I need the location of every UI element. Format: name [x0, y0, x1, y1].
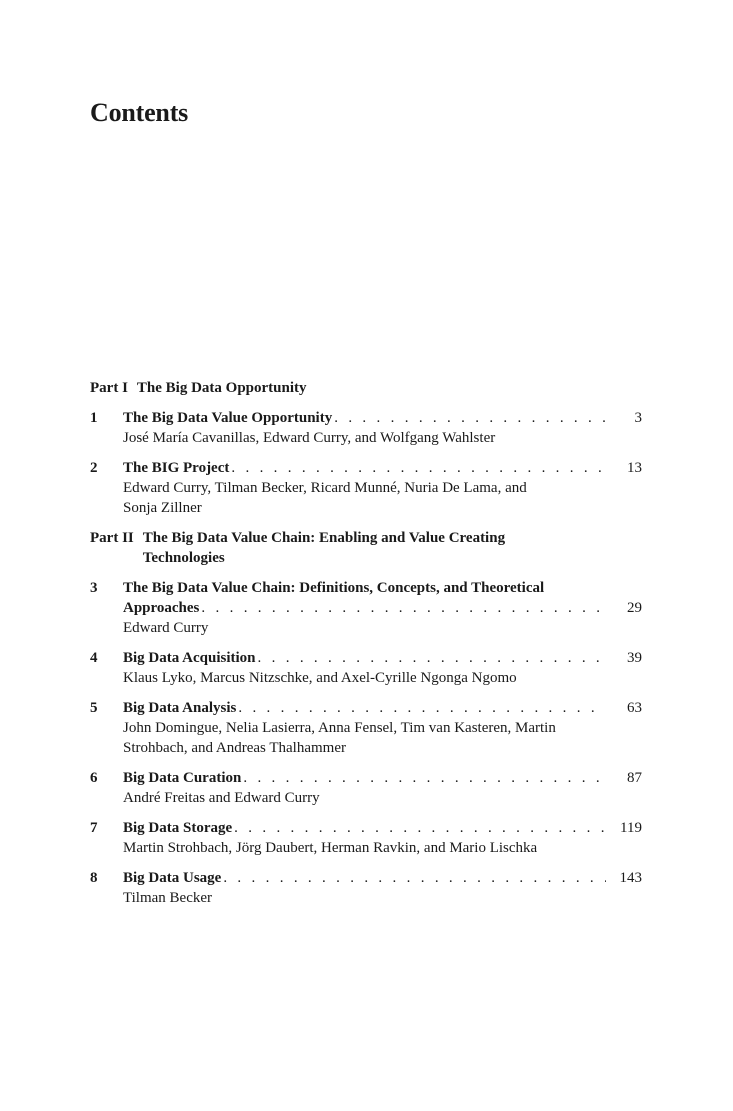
- part-title: The Big Data Value Chain: Enabling and Value Creating Technologies: [142, 530, 506, 566]
- dot-leader: [332, 408, 606, 428]
- chapter-title[interactable]: Approaches: [123, 600, 200, 616]
- dot-leader: [236, 698, 606, 718]
- page-number: 119: [620, 820, 642, 836]
- toc-entry[interactable]: [90, 768, 642, 808]
- part-heading: [90, 378, 642, 398]
- dot-leader: [221, 868, 606, 888]
- part-label: Part I: [90, 380, 128, 396]
- chapter-number: 6: [90, 770, 98, 786]
- page-number: 39: [627, 650, 642, 666]
- chapter-authors: Edward Curry: [123, 620, 209, 636]
- chapter-authors: José María Cavanillas, Edward Curry, and Wolfgang Wahlster: [123, 430, 496, 446]
- dot-leader: [256, 648, 606, 668]
- chapter-title-lead[interactable]: The Big Data Value Chain: Definitions, Concepts, and Theoretical: [123, 580, 545, 596]
- page-number: 29: [627, 600, 642, 616]
- page-number: 143: [619, 870, 642, 886]
- toc-entry[interactable]: [90, 408, 642, 448]
- chapter-number: 4: [90, 650, 98, 666]
- part-heading: [90, 528, 642, 568]
- part-label: Part II: [90, 530, 134, 546]
- chapter-number: 1: [90, 410, 98, 426]
- chapter-authors: Edward Curry, Tilman Becker, Ricard Munné, Nuria De Lama, and Sonja Zillner: [123, 480, 527, 516]
- page-title: Contents: [90, 98, 189, 127]
- chapter-title[interactable]: The BIG Project: [123, 460, 230, 476]
- toc-entry[interactable]: [90, 648, 642, 688]
- table-of-contents: [90, 378, 642, 918]
- chapter-authors: Tilman Becker: [123, 890, 213, 906]
- toc-entry[interactable]: [90, 458, 642, 518]
- chapter-authors: Klaus Lyko, Marcus Nitzschke, and Axel-Cyrille Ngonga Ngomo: [123, 670, 517, 686]
- chapter-authors: Martin Strohbach, Jörg Daubert, Herman Ravkin, and Mario Lischka: [123, 840, 538, 856]
- chapter-title[interactable]: Big Data Usage: [123, 870, 222, 886]
- dot-leader: [241, 768, 606, 788]
- chapter-number: 3: [90, 580, 98, 596]
- chapter-title[interactable]: Big Data Storage: [123, 820, 233, 836]
- chapter-title[interactable]: Big Data Curation: [123, 770, 242, 786]
- chapter-title[interactable]: Big Data Analysis: [123, 700, 237, 716]
- chapter-authors: John Domingue, Nelia Lasierra, Anna Fensel, Tim van Kasteren, Martin Strohbach, and Andreas Thalhammer: [123, 720, 556, 756]
- chapter-title[interactable]: Big Data Acquisition: [123, 650, 256, 666]
- part-title: The Big Data Opportunity: [136, 380, 307, 396]
- dot-leader: [232, 818, 606, 838]
- chapter-number: 7: [90, 820, 98, 836]
- dot-leader: [199, 598, 606, 618]
- page-number: 63: [627, 700, 642, 716]
- chapter-number: 8: [90, 870, 98, 886]
- toc-entry[interactable]: [90, 578, 642, 638]
- toc-entry[interactable]: [90, 698, 642, 758]
- toc-entry[interactable]: [90, 868, 642, 908]
- chapter-number: 2: [90, 460, 98, 476]
- page-number: 3: [634, 410, 642, 426]
- dot-leader: [229, 458, 606, 478]
- page-number: 13: [627, 460, 642, 476]
- toc-entry[interactable]: [90, 818, 642, 858]
- chapter-title[interactable]: The Big Data Value Opportunity: [123, 410, 333, 426]
- page-number: 87: [627, 770, 642, 786]
- chapter-number: 5: [90, 700, 98, 716]
- chapter-authors: André Freitas and Edward Curry: [123, 790, 320, 806]
